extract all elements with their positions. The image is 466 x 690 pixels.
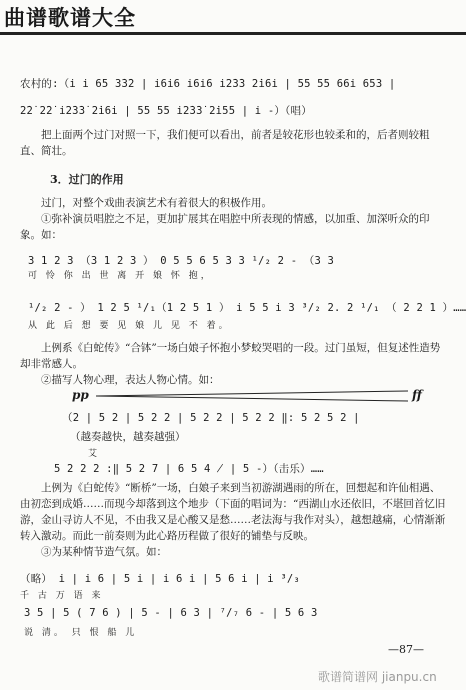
paragraph-broken-bridge: 上例为《白蛇传》“断桥”一场，白娘子来到当初游湖遇雨的所在，回想起和许仙相遇、由初恋到成婚……而现今却落到这个地步（下面的唱词为：“西湖山水还依旧，不堪回首忆旧游，金山寻访人不见，不由我又是心酸又是愁……老法海与我作对头），越想越痛，心情渐渐转入激动。而此一前奏则为此心路历程做了很好的铺垫与反映。 <box>20 482 446 542</box>
paragraph-comparison: 把上面两个过门对照一下，我们便可以看出，前者是较花形也较柔和的，后者则较粗直、简壮。 <box>20 129 430 157</box>
dynamic-pianissimo: pp <box>72 388 89 402</box>
score4-lyric2: 说 清。 只 恨 船 儿 <box>24 628 138 638</box>
section-heading: 3．过门的作用 <box>50 173 124 186</box>
score2-lyric2: 从 此 后 想 要 见 娘 儿 见 不 着。 <box>28 321 231 331</box>
paragraph-point-1: ①弥补演员唱腔之不足，更加扩展其在唱腔中所表现的情感，以加重、加深听众的印象。如： <box>20 213 430 241</box>
paragraph-point-3: ③为某种情节造气氛。如： <box>41 546 167 558</box>
score1-line1: 农村的:（i i 65 3̇3̇2 | i6i6 i6i6 i2̇3̇3 2̇i6i | 55 55 66i 653 | <box>20 78 396 90</box>
dynamic-fortissimo: ff <box>412 388 422 402</box>
score2-lyric1: 可 怜 你 出 世 离 开 娘 怀 抱， <box>28 271 213 281</box>
site-watermark: 歌谱简谱网 jianpu.cn <box>318 670 437 684</box>
page-header-title: 曲谱歌谱大全 <box>4 5 136 30</box>
score4-lyric1: 千 古 万 语 来 <box>20 591 104 601</box>
score3-line2: 5 2 2 2 :‖ 5 2 7 | 6 5 4 ̸ | 5 -）（击乐）…… <box>54 463 324 475</box>
paragraph-example-note: 上例系《白蛇传》“合钵”一场白娘子怀抱小梦蛟哭唱的一段。过门虽短，但复述性造势却非常感人。 <box>20 342 441 370</box>
score3-line1: （2 | 5 2 | 5 2 2 | 5 2 2 | 5 2 2 ‖: 5 2 5 2 | <box>62 412 360 424</box>
paragraph-intro: 过门，对整个戏曲表演艺术有着很大的积极作用。 <box>41 197 272 209</box>
score1-line2: 2̇2̇ 2̇2̇ i2̇3̇3̇ 2̇i6i | 55 55 i2̇3̇3̇ 2̇i55 | i -）（唱） <box>20 105 312 117</box>
page-number: —87— <box>388 643 424 656</box>
score4-line2: 3 5 | 5 ( 7 6 ) | 5 - | 6 3 | ⁷/₇ 6 - | 5 6 3 <box>24 607 318 619</box>
score2-line1: 3 1 2 3 （3 1 2 3 ） 0 5 5 6 5 3 3 ¹/₂ 2 - （3 3 <box>28 255 335 267</box>
crescendo-hairpin <box>96 390 408 402</box>
score3-performance-note: （越奏越快，越奏越强） <box>70 431 186 443</box>
paragraph-point-2: ②描写人物心理，表达人物心情。如： <box>41 374 220 386</box>
score3-ornament: 艾 <box>88 449 98 459</box>
score4-line1: （略） i | i 6 | 5 i | i 6 i | 5 6 i | i ³/₃ <box>20 573 300 585</box>
score2-line2: ¹/₂ 2 - ） 1 2 5 ¹/₁（1 2 5 1 ） i 5 5 i 3 ³/₂ 2. 2 ¹/₁ （ 2 2 1 ）…… <box>28 302 466 314</box>
header-rule <box>0 32 466 35</box>
